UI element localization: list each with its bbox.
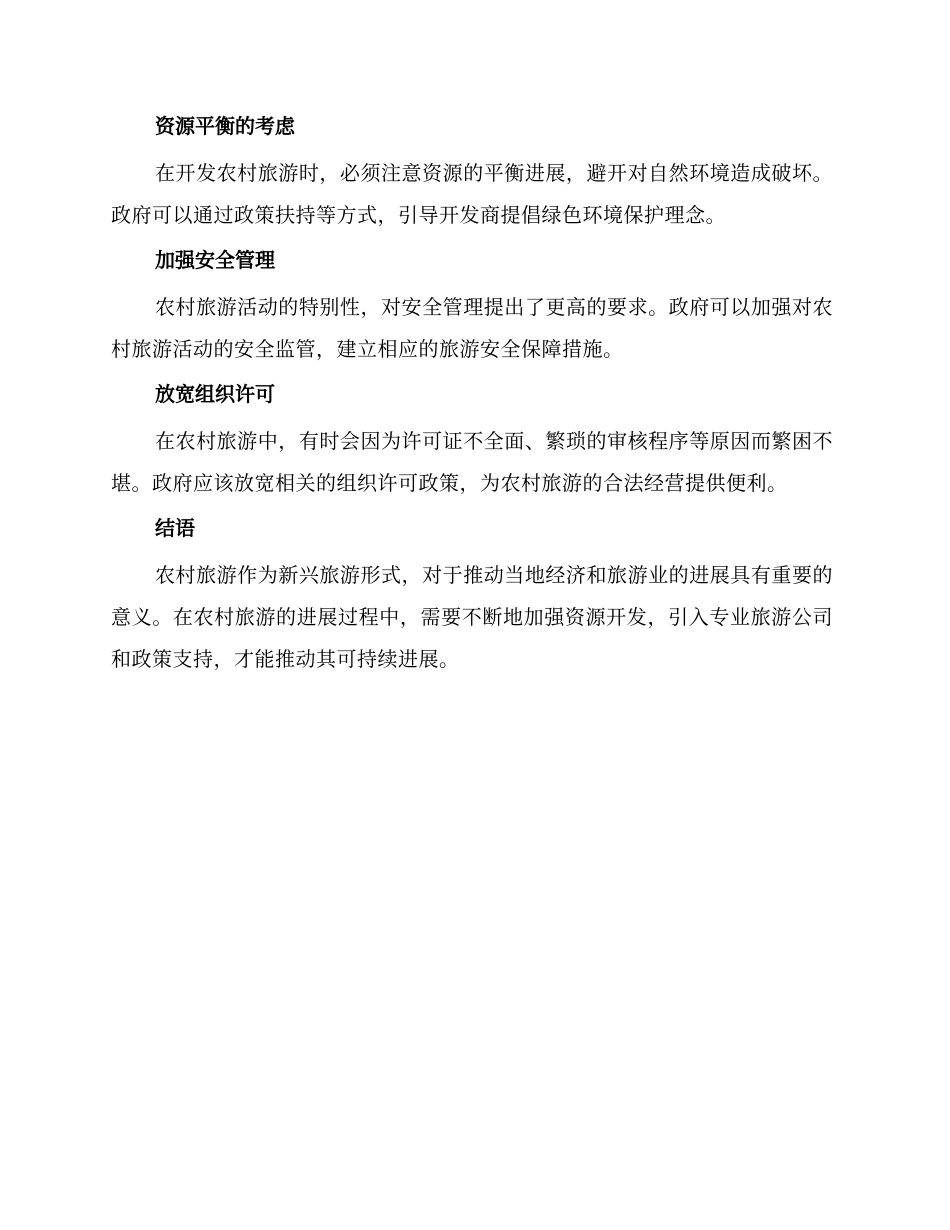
section-conclusion [111,510,833,680]
section-heading: 加强安全管理 [155,248,275,272]
section-relax-permits [111,376,833,504]
section-heading: 放宽组织许可 [155,382,275,406]
section-paragraph: 在农村旅游中，有时会因为许可证不全面、繁琐的审核程序等原因而繁困不堪。政府应该放宽相关的组织许可政策，为农村旅游的合法经营提供便利。 [111,429,833,495]
section-heading: 结语 [155,516,195,540]
section-paragraph: 在开发农村旅游时，必须注意资源的平衡进展，避开对自然环境造成破坏。政府可以通过政策扶持等方式，引导开发商提倡绿色环境保护理念。 [111,161,833,227]
section-paragraph: 农村旅游活动的特别性，对安全管理提出了更高的要求。政府可以加强对农村旅游活动的安全监管，建立相应的旅游安全保障措施。 [111,295,833,361]
document-content [111,108,833,686]
section-heading: 资源平衡的考虑 [155,114,295,138]
section-resource-balance [111,108,833,236]
section-safety-management [111,242,833,370]
section-paragraph: 农村旅游作为新兴旅游形式，对于推动当地经济和旅游业的进展具有重要的意义。在农村旅游的进展过程中，需要不断地加强资源开发，引入专业旅游公司和政策支持，才能推动其可持续进展。 [111,563,833,671]
